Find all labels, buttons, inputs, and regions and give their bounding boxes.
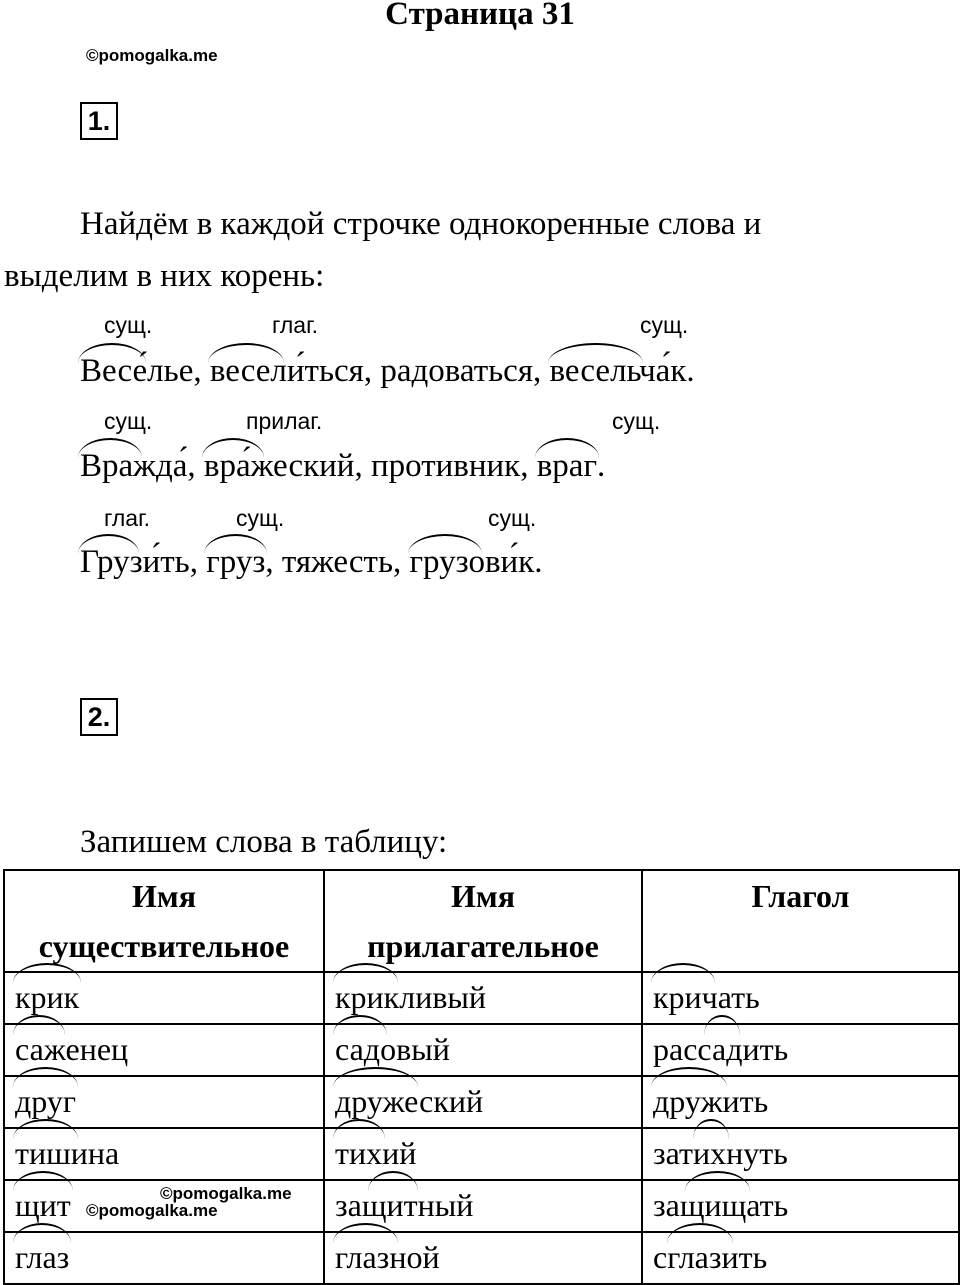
table-cell: рассадить [642, 1024, 959, 1076]
table-cell: садовый [324, 1024, 642, 1076]
page-title: Страница 31 [385, 0, 575, 32]
table-cell: крик [4, 972, 324, 1024]
table-cell: сглазить [642, 1232, 959, 1284]
table-cell: крикливый [324, 972, 642, 1024]
root-word: весели́ться [210, 353, 364, 390]
task-number-2: 2. [80, 698, 118, 736]
root-word: враг [537, 448, 597, 485]
table-row [4, 1232, 959, 1284]
root-word: Весе́лье [80, 353, 193, 390]
column-header: Имя существительное [4, 870, 324, 972]
table-header-row [4, 870, 959, 972]
root-word: вра́жеский [204, 448, 355, 485]
pos-label: сущ. [104, 312, 153, 338]
table-cell: друг [4, 1076, 324, 1128]
pos-label: глаг. [104, 505, 151, 531]
root-word: весельча́к [550, 353, 687, 390]
task-number-1: 1. [80, 102, 118, 140]
table-cell: саженец [4, 1024, 324, 1076]
table-row [4, 972, 959, 1024]
pos-label: сущ. [488, 505, 537, 531]
table-cell: дружить [642, 1076, 959, 1128]
watermark: ©pomogalka.me [160, 1184, 292, 1203]
words-table [3, 869, 960, 1285]
table-cell: кричать [642, 972, 959, 1024]
pos-label: глаг. [272, 312, 319, 338]
table-cell: затихнуть [642, 1128, 959, 1180]
table-cell: дружеский [324, 1076, 642, 1128]
watermark: ©pomogalka.me [86, 1201, 218, 1220]
pos-label: сущ. [640, 312, 689, 338]
table-row [4, 1128, 959, 1180]
task2-intro: Запишем слова в таблицу: [80, 824, 448, 860]
root-word: Грузи́ть [80, 544, 190, 581]
table-row [4, 1024, 959, 1076]
table-cell: защитный [324, 1180, 642, 1232]
table-cell: щит [4, 1180, 324, 1232]
table-cell: защищать [642, 1180, 959, 1232]
pos-label: сущ. [236, 505, 285, 531]
table-row [4, 1076, 959, 1128]
task1-intro-line2: выделим в них корень: [4, 258, 325, 294]
root-word: грузови́к [410, 544, 535, 581]
pos-label: сущ. [612, 408, 661, 434]
pos-label: прилаг. [246, 408, 323, 434]
column-header: Имя прилагательное [324, 870, 642, 972]
word-row-1: Весе́лье, весели́ться, радоваться, весельча́к. [80, 353, 695, 390]
watermark: ©pomogalka.me [86, 46, 218, 65]
word-row-2: Вражда́, вра́жеский, противник, враг. [80, 448, 605, 485]
column-header: Глагол [642, 870, 959, 972]
table-cell: тишина [4, 1128, 324, 1180]
word-row-3: Грузи́ть, груз, тяжесть, грузови́к. [80, 544, 542, 581]
root-word: Вражда́ [80, 448, 187, 485]
table-cell: глазной [324, 1232, 642, 1284]
pos-label: сущ. [104, 408, 153, 434]
table-cell: тихий [324, 1128, 642, 1180]
task1-intro-line1: Найдём в каждой строчке однокоренные слова и [80, 206, 762, 242]
root-word: груз [206, 544, 265, 581]
table-cell: глаз [4, 1232, 324, 1284]
